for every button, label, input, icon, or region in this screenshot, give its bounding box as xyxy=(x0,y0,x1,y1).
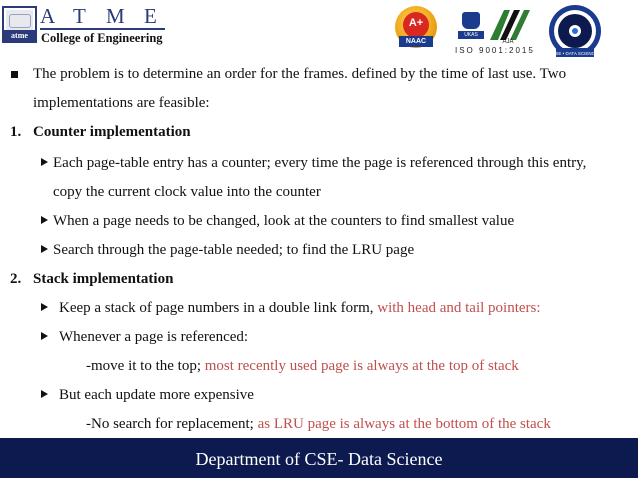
iso-certification: ISO 9001:2015 xyxy=(455,46,535,55)
bullet-square-icon xyxy=(11,71,18,78)
intro-text-line1: The problem is to determine an order for the frames. defined by the time of last use. Two xyxy=(33,66,567,82)
brand-letter: E xyxy=(144,4,158,28)
brand-divider xyxy=(40,28,165,30)
slide-body xyxy=(0,58,638,438)
bullet-arrow-icon xyxy=(41,303,48,311)
footer-text: Department of CSE- Data Science xyxy=(195,449,443,469)
stack-sub-2 xyxy=(86,415,551,433)
counter-bullet-3: Search through the page-table needed; to find the LRU page xyxy=(53,242,415,258)
seal-label: CSE • DATA SCIENCE xyxy=(552,51,598,56)
bullet-arrow-icon xyxy=(41,245,48,253)
section-number: 2. xyxy=(10,271,22,287)
section-title-counter: Counter implementation xyxy=(33,124,191,140)
brand-letter: T xyxy=(73,4,87,28)
brand-letters xyxy=(40,6,190,27)
stack-bullet-1 xyxy=(59,299,541,317)
counter-bullet-2: When a page needs to be changed, look at the counters to find smallest value xyxy=(53,213,515,229)
counter-bullet-1-line2: copy the current clock value into the counter xyxy=(53,184,321,200)
ukas-badge xyxy=(458,12,484,42)
bullet-arrow-icon xyxy=(41,216,48,224)
stack-bullet-1-highlight: with head and tail pointers: xyxy=(373,300,541,316)
college-logo xyxy=(2,6,37,43)
logo-emblem-icon xyxy=(6,10,33,30)
stack-bullet-2: Whenever a page is referenced: xyxy=(59,329,249,345)
stack-bullet-3: But each update more expensive xyxy=(59,387,254,403)
section-title-stack: Stack implementation xyxy=(33,271,174,287)
stack-sub-2-highlight: as LRU page is always at the bottom of the stack xyxy=(253,416,551,432)
intro-text-line2: implementations are feasible: xyxy=(33,95,210,111)
department-seal-icon xyxy=(546,4,604,62)
slide-header xyxy=(0,0,638,58)
aja-label: AJA xyxy=(502,39,514,44)
brand-subtitle: College of Engineering xyxy=(41,31,163,45)
crown-icon xyxy=(462,12,480,29)
counter-bullet-1-line1: Each page-table entry has a counter; every time the page is referenced through this entry, xyxy=(53,155,587,171)
naac-label: NAAC xyxy=(399,36,433,47)
stack-sub-1-text: -move it to the top; xyxy=(86,358,201,374)
ukas-label: UKAS xyxy=(458,31,484,39)
bullet-arrow-icon xyxy=(41,158,48,166)
stack-sub-1 xyxy=(86,357,519,375)
stack-bullet-1-text: Keep a stack of page numbers in a double link form, xyxy=(59,300,374,316)
stack-sub-1-highlight: most recently used page is always at the top of stack xyxy=(200,358,519,374)
naac-grade: A+ xyxy=(403,12,429,38)
aja-logo-icon xyxy=(486,6,532,44)
bullet-arrow-icon xyxy=(41,390,48,398)
logo-text: atme xyxy=(4,30,35,41)
brand-letter: A xyxy=(40,4,57,28)
naac-badge xyxy=(395,6,437,50)
bullet-arrow-icon xyxy=(41,332,48,340)
slide-footer xyxy=(0,438,638,478)
section-number: 1. xyxy=(10,124,22,140)
stack-sub-2-text: -No search for replacement; xyxy=(86,416,254,432)
brand-letter: M xyxy=(106,4,126,28)
